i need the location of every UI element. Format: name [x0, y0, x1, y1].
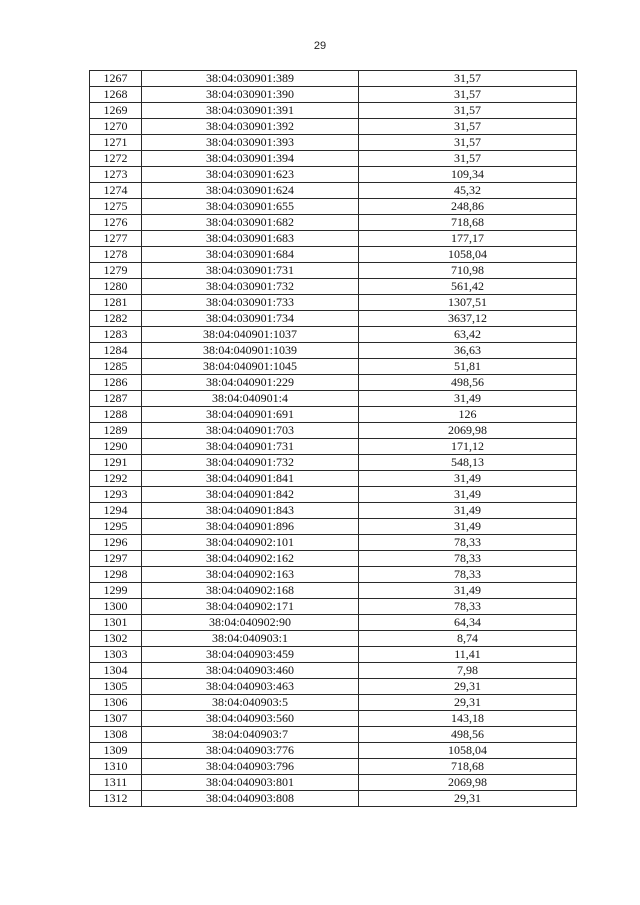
- area-value-cell: 171,12: [359, 439, 577, 455]
- area-value-cell: 78,33: [359, 599, 577, 615]
- cadastral-number-cell: 38:04:030901:392: [142, 119, 359, 135]
- area-value-cell: 1058,04: [359, 743, 577, 759]
- area-value-cell: 718,68: [359, 215, 577, 231]
- cadastral-number-cell: 38:04:040903:5: [142, 695, 359, 711]
- table-row: [90, 327, 577, 343]
- row-number-cell: 1309: [90, 743, 142, 759]
- table-row: [90, 503, 577, 519]
- area-value-cell: 177,17: [359, 231, 577, 247]
- row-number-cell: 1303: [90, 647, 142, 663]
- area-value-cell: 31,49: [359, 519, 577, 535]
- area-value-cell: 31,57: [359, 103, 577, 119]
- cadastral-number-cell: 38:04:030901:734: [142, 311, 359, 327]
- area-value-cell: 31,49: [359, 471, 577, 487]
- row-number-cell: 1294: [90, 503, 142, 519]
- cadastral-number-cell: 38:04:040901:841: [142, 471, 359, 487]
- table-row: [90, 199, 577, 215]
- table-row: [90, 439, 577, 455]
- table-row: [90, 711, 577, 727]
- area-value-cell: 63,42: [359, 327, 577, 343]
- row-number-cell: 1312: [90, 791, 142, 807]
- row-number-cell: 1286: [90, 375, 142, 391]
- cadastral-number-cell: 38:04:040901:731: [142, 439, 359, 455]
- cadastral-number-cell: 38:04:030901:394: [142, 151, 359, 167]
- cadastral-number-cell: 38:04:030901:624: [142, 183, 359, 199]
- cadastral-number-cell: 38:04:040903:808: [142, 791, 359, 807]
- area-value-cell: 498,56: [359, 375, 577, 391]
- cadastral-number-cell: 38:04:040903:796: [142, 759, 359, 775]
- row-number-cell: 1306: [90, 695, 142, 711]
- cadastral-number-cell: 38:04:040903:776: [142, 743, 359, 759]
- cadastral-number-cell: 38:04:030901:682: [142, 215, 359, 231]
- row-number-cell: 1299: [90, 583, 142, 599]
- row-number-cell: 1304: [90, 663, 142, 679]
- cadastral-number-cell: 38:04:040903:801: [142, 775, 359, 791]
- row-number-cell: 1307: [90, 711, 142, 727]
- row-number-cell: 1279: [90, 263, 142, 279]
- cadastral-number-cell: 38:04:040901:843: [142, 503, 359, 519]
- table-row: [90, 135, 577, 151]
- row-number-cell: 1285: [90, 359, 142, 375]
- table-row: [90, 343, 577, 359]
- cadastral-number-cell: 38:04:030901:391: [142, 103, 359, 119]
- table-row: [90, 583, 577, 599]
- area-value-cell: 561,42: [359, 279, 577, 295]
- cadastral-number-cell: 38:04:040901:229: [142, 375, 359, 391]
- table-row: [90, 759, 577, 775]
- table-row: [90, 215, 577, 231]
- area-value-cell: 548,13: [359, 455, 577, 471]
- row-number-cell: 1290: [90, 439, 142, 455]
- area-value-cell: 126: [359, 407, 577, 423]
- cadastral-number-cell: 38:04:040901:896: [142, 519, 359, 535]
- row-number-cell: 1268: [90, 87, 142, 103]
- cadastral-number-cell: 38:04:030901:389: [142, 71, 359, 87]
- table-row: [90, 519, 577, 535]
- table-row: [90, 247, 577, 263]
- area-value-cell: 718,68: [359, 759, 577, 775]
- area-value-cell: 31,49: [359, 391, 577, 407]
- area-value-cell: 45,32: [359, 183, 577, 199]
- cadastral-number-cell: 38:04:040903:7: [142, 727, 359, 743]
- cadastral-number-cell: 38:04:030901:655: [142, 199, 359, 215]
- table-row: [90, 423, 577, 439]
- row-number-cell: 1275: [90, 199, 142, 215]
- cadastral-number-cell: 38:04:030901:684: [142, 247, 359, 263]
- row-number-cell: 1269: [90, 103, 142, 119]
- row-number-cell: 1271: [90, 135, 142, 151]
- cadastral-number-cell: 38:04:040901:1045: [142, 359, 359, 375]
- cadastral-number-cell: 38:04:040902:168: [142, 583, 359, 599]
- cadastral-number-cell: 38:04:040902:171: [142, 599, 359, 615]
- cadastral-number-cell: 38:04:040901:1039: [142, 343, 359, 359]
- table-row: [90, 407, 577, 423]
- cadastral-number-cell: 38:04:040902:162: [142, 551, 359, 567]
- row-number-cell: 1274: [90, 183, 142, 199]
- row-number-cell: 1267: [90, 71, 142, 87]
- cadastral-number-cell: 38:04:040902:101: [142, 535, 359, 551]
- cadastral-number-cell: 38:04:040901:4: [142, 391, 359, 407]
- cadastral-number-cell: 38:04:040903:560: [142, 711, 359, 727]
- row-number-cell: 1295: [90, 519, 142, 535]
- area-value-cell: 29,31: [359, 679, 577, 695]
- row-number-cell: 1287: [90, 391, 142, 407]
- area-value-cell: 31,57: [359, 135, 577, 151]
- cadastral-number-cell: 38:04:040903:1: [142, 631, 359, 647]
- table-row: [90, 599, 577, 615]
- area-value-cell: 78,33: [359, 567, 577, 583]
- area-value-cell: 2069,98: [359, 775, 577, 791]
- row-number-cell: 1298: [90, 567, 142, 583]
- row-number-cell: 1272: [90, 151, 142, 167]
- row-number-cell: 1283: [90, 327, 142, 343]
- row-number-cell: 1273: [90, 167, 142, 183]
- area-value-cell: 29,31: [359, 791, 577, 807]
- table-row: [90, 71, 577, 87]
- table-row: [90, 471, 577, 487]
- table-row: [90, 183, 577, 199]
- table-row: [90, 535, 577, 551]
- cadastral-number-cell: 38:04:040903:459: [142, 647, 359, 663]
- area-value-cell: 710,98: [359, 263, 577, 279]
- table-body: [90, 71, 577, 807]
- row-number-cell: 1280: [90, 279, 142, 295]
- row-number-cell: 1281: [90, 295, 142, 311]
- table-row: [90, 359, 577, 375]
- table-row: [90, 87, 577, 103]
- area-value-cell: 109,34: [359, 167, 577, 183]
- table-row: [90, 375, 577, 391]
- row-number-cell: 1276: [90, 215, 142, 231]
- row-number-cell: 1305: [90, 679, 142, 695]
- table-row: [90, 119, 577, 135]
- row-number-cell: 1293: [90, 487, 142, 503]
- area-value-cell: 2069,98: [359, 423, 577, 439]
- row-number-cell: 1277: [90, 231, 142, 247]
- cadastral-number-cell: 38:04:040903:463: [142, 679, 359, 695]
- table-row: [90, 647, 577, 663]
- table-row: [90, 727, 577, 743]
- table-row: [90, 167, 577, 183]
- area-value-cell: 78,33: [359, 551, 577, 567]
- row-number-cell: 1311: [90, 775, 142, 791]
- cadastral-number-cell: 38:04:040901:842: [142, 487, 359, 503]
- area-value-cell: 143,18: [359, 711, 577, 727]
- area-value-cell: 1307,51: [359, 295, 577, 311]
- area-value-cell: 29,31: [359, 695, 577, 711]
- table-row: [90, 311, 577, 327]
- table-row: [90, 103, 577, 119]
- table-row: [90, 279, 577, 295]
- area-value-cell: 64,34: [359, 615, 577, 631]
- area-value-cell: 36,63: [359, 343, 577, 359]
- cadastral-number-cell: 38:04:030901:683: [142, 231, 359, 247]
- area-value-cell: 31,49: [359, 487, 577, 503]
- cadastral-number-cell: 38:04:040901:1037: [142, 327, 359, 343]
- row-number-cell: 1296: [90, 535, 142, 551]
- table-row: [90, 455, 577, 471]
- cadastral-number-cell: 38:04:040901:691: [142, 407, 359, 423]
- row-number-cell: 1310: [90, 759, 142, 775]
- row-number-cell: 1291: [90, 455, 142, 471]
- cadastral-number-cell: 38:04:030901:731: [142, 263, 359, 279]
- page-number: 29: [313, 40, 327, 52]
- table-row: [90, 295, 577, 311]
- table-row: [90, 679, 577, 695]
- table-row: [90, 775, 577, 791]
- row-number-cell: 1302: [90, 631, 142, 647]
- row-number-cell: 1284: [90, 343, 142, 359]
- table-row: [90, 151, 577, 167]
- area-value-cell: 1058,04: [359, 247, 577, 263]
- cadastral-number-cell: 38:04:040902:90: [142, 615, 359, 631]
- area-value-cell: 31,57: [359, 151, 577, 167]
- table-row: [90, 615, 577, 631]
- cadastral-number-cell: 38:04:040902:163: [142, 567, 359, 583]
- table-row: [90, 743, 577, 759]
- cadastral-number-cell: 38:04:030901:393: [142, 135, 359, 151]
- row-number-cell: 1288: [90, 407, 142, 423]
- table-row: [90, 663, 577, 679]
- cadastral-number-cell: 38:04:030901:390: [142, 87, 359, 103]
- area-value-cell: 3637,12: [359, 311, 577, 327]
- table-row: [90, 551, 577, 567]
- row-number-cell: 1270: [90, 119, 142, 135]
- area-value-cell: 78,33: [359, 535, 577, 551]
- cadastral-table: [89, 70, 577, 807]
- cadastral-number-cell: 38:04:040901:703: [142, 423, 359, 439]
- table-row: [90, 391, 577, 407]
- cadastral-number-cell: 38:04:040901:732: [142, 455, 359, 471]
- cadastral-number-cell: 38:04:040903:460: [142, 663, 359, 679]
- cadastral-number-cell: 38:04:030901:623: [142, 167, 359, 183]
- row-number-cell: 1292: [90, 471, 142, 487]
- row-number-cell: 1300: [90, 599, 142, 615]
- area-value-cell: 8,74: [359, 631, 577, 647]
- row-number-cell: 1282: [90, 311, 142, 327]
- area-value-cell: 31,49: [359, 583, 577, 599]
- table-row: [90, 487, 577, 503]
- area-value-cell: 31,57: [359, 119, 577, 135]
- row-number-cell: 1297: [90, 551, 142, 567]
- table-row: [90, 567, 577, 583]
- area-value-cell: 11,41: [359, 647, 577, 663]
- area-value-cell: 31,57: [359, 71, 577, 87]
- row-number-cell: 1308: [90, 727, 142, 743]
- table-row: [90, 695, 577, 711]
- area-value-cell: 31,49: [359, 503, 577, 519]
- table-row: [90, 231, 577, 247]
- area-value-cell: 7,98: [359, 663, 577, 679]
- area-value-cell: 31,57: [359, 87, 577, 103]
- area-value-cell: 498,56: [359, 727, 577, 743]
- table-row: [90, 631, 577, 647]
- row-number-cell: 1278: [90, 247, 142, 263]
- row-number-cell: 1289: [90, 423, 142, 439]
- cadastral-number-cell: 38:04:030901:732: [142, 279, 359, 295]
- area-value-cell: 248,86: [359, 199, 577, 215]
- table-row: [90, 791, 577, 807]
- area-value-cell: 51,81: [359, 359, 577, 375]
- row-number-cell: 1301: [90, 615, 142, 631]
- table-row: [90, 263, 577, 279]
- cadastral-number-cell: 38:04:030901:733: [142, 295, 359, 311]
